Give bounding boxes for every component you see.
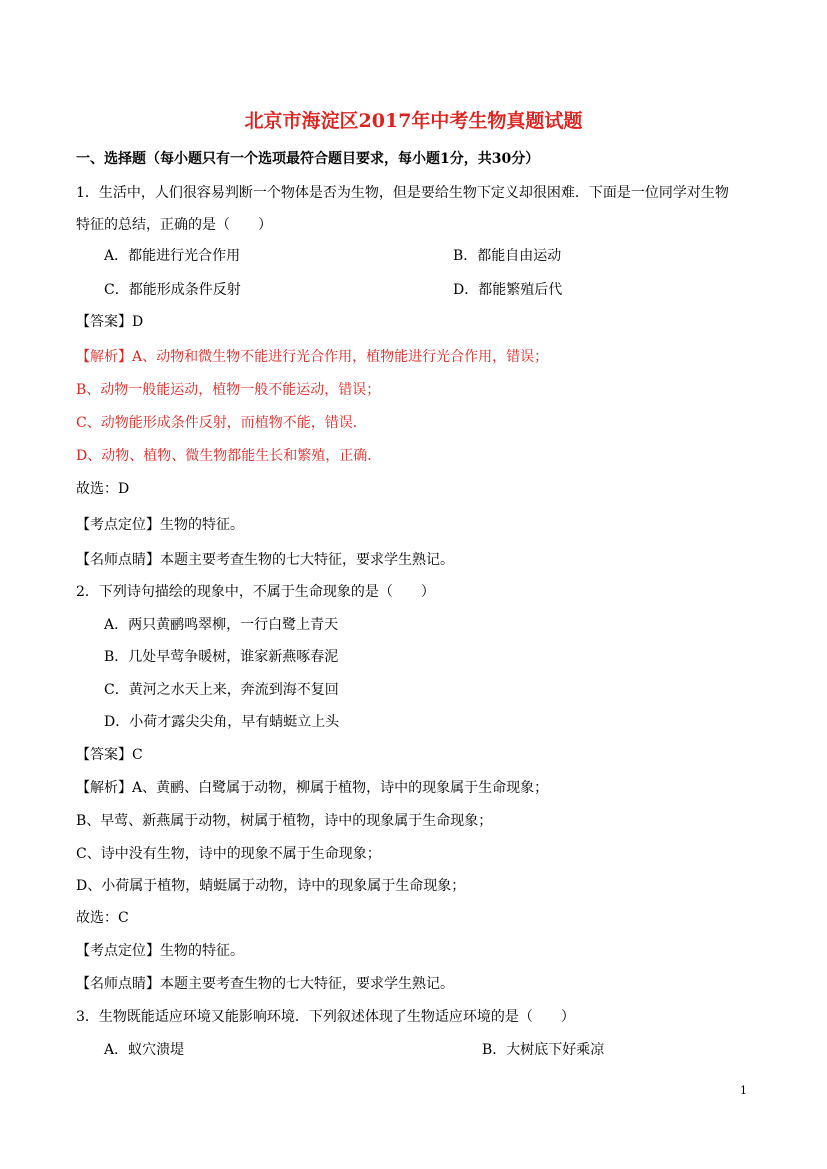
q1-stem-line2: 特征的总结，正确的是（ ） — [76, 217, 272, 233]
q1-choose: 故选：D — [76, 481, 130, 497]
q2-stem: 2．下列诗句描绘的现象中，不属于生命现象的是（ ） — [76, 584, 435, 600]
q1-option-b: B．都能自由运动 — [453, 248, 562, 264]
q2-teacher-note: 【名师点睛】本题主要考查生物的七大特征，要求学生熟记。 — [76, 976, 454, 992]
q1-analysis-line: D、动物、植物、微生物都能生长和繁殖，正确． — [76, 448, 382, 464]
q2-option-c: C．黄河之水天上来，奔流到海不复回 — [104, 682, 339, 698]
q1-analysis-line: 【解析】A、动物和微生物不能进行光合作用，植物能进行光合作用，错误； — [76, 349, 549, 365]
q1-teacher-note: 【名师点睛】本题主要考查生物的七大特征，要求学生熟记。 — [76, 552, 454, 568]
q2-analysis-line: 【解析】A、黄鹂、白鹭属于动物，柳属于植物，诗中的现象属于生命现象； — [76, 780, 549, 796]
section-heading: 一、选择题（每小题只有一个选项最符合题目要求，每小题1分，共30分） — [76, 151, 540, 167]
q2-analysis-line: C、诗中没有生物，诗中的现象不属于生命现象； — [76, 846, 381, 862]
q1-point: 【考点定位】生物的特征。 — [76, 517, 244, 533]
q2-analysis-line: D、小荷属于植物，蜻蜓属于动物，诗中的现象属于生命现象； — [76, 878, 466, 894]
q1-stem-line1: 1．生活中，人们很容易判断一个物体是否为生物，但是要给生物下定义却很困难．下面是一位同学对生物 — [76, 185, 729, 201]
q1-option-c: C．都能形成条件反射 — [104, 282, 241, 298]
q1-option-a: A．都能进行光合作用 — [104, 248, 241, 264]
q1-analysis-line: B、动物一般能运动，植物一般不能运动，错误； — [76, 382, 381, 398]
q3-stem: 3．生物既能适应环境又能影响环境．下列叙述体现了生物适应环境的是（ ） — [76, 1009, 575, 1025]
q2-option-d: D．小荷才露尖尖角，早有蜻蜓立上头 — [104, 714, 340, 730]
document-title: 北京市海淀区2017年中考生物真题试题 — [244, 110, 583, 132]
q1-answer: 【答案】D — [76, 314, 144, 330]
q2-analysis-line: B、早莺、新燕属于动物，树属于植物，诗中的现象属于生命现象； — [76, 813, 493, 829]
q1-analysis-line: C、动物能形成条件反射，而植物不能，错误． — [76, 415, 367, 431]
q3-option-b: B．大树底下好乘凉 — [482, 1042, 605, 1058]
q2-answer: 【答案】C — [76, 747, 143, 763]
q2-point: 【考点定位】生物的特征。 — [76, 943, 244, 959]
q2-option-b: B．几处早莺争暖树，谁家新燕啄春泥 — [104, 649, 339, 665]
page-number: 1 — [740, 1084, 747, 1097]
q1-option-d: D．都能繁殖后代 — [453, 282, 563, 298]
q3-option-a: A．蚁穴溃堤 — [104, 1042, 185, 1058]
q2-option-a: A．两只黄鹂鸣翠柳，一行白鹭上青天 — [104, 617, 339, 633]
q2-choose: 故选：C — [76, 910, 129, 926]
